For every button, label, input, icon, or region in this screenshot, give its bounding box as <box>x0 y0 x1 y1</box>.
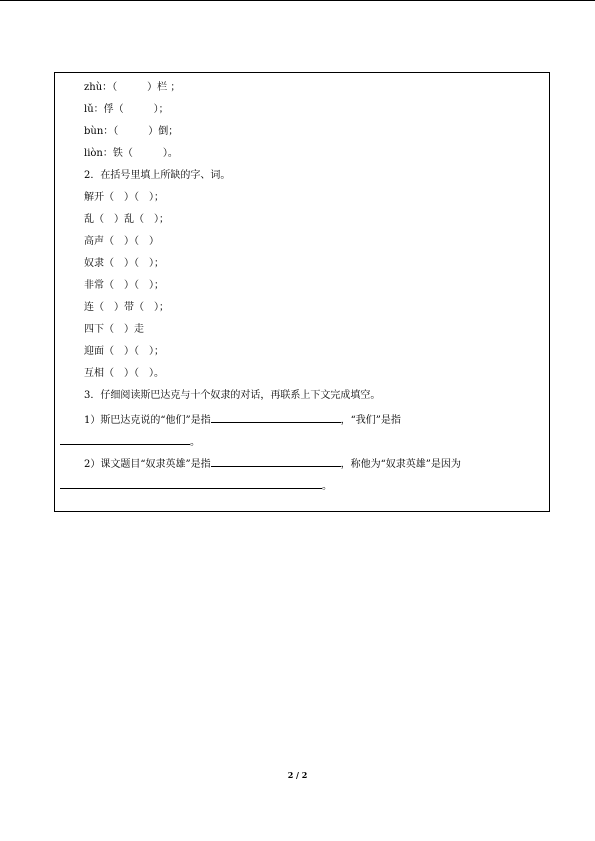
question-2-title: 2．在括号里填上所缺的字、词。 <box>84 170 231 181</box>
sub2-end: 。 <box>322 481 332 492</box>
sub1-prefix: 1）斯巴达克说的“他们”是指 <box>84 415 211 426</box>
answer-blank-them[interactable] <box>211 412 341 423</box>
top-rule <box>0 0 595 1</box>
answer-blank-us[interactable] <box>60 434 190 445</box>
pinyin-label: liòn： <box>84 148 113 159</box>
fill-item-8: 迎面（ ）（ ）； <box>84 346 164 357</box>
pinyin-text: （ ）栏 ； <box>112 82 181 93</box>
fill-item-2: 乱（ ）乱（ ）； <box>84 214 169 225</box>
fill-item-1: 解开（ ）（ ）； <box>84 192 164 203</box>
pinyin-label: zhù： <box>84 82 113 93</box>
question-3-sub2 <box>84 456 461 471</box>
fill-item-4: 奴隶（ ）（ ）； <box>84 258 164 269</box>
fill-item-9: 互相（ ）（ ）。 <box>84 368 164 379</box>
page-number: 2 / 2 <box>287 770 308 780</box>
question-3-sub1 <box>84 412 401 427</box>
pinyin-item-1 <box>84 82 180 94</box>
sub1-end: 。 <box>190 437 200 448</box>
pinyin-item-3 <box>84 126 178 138</box>
pinyin-text: 俘（ ）； <box>103 104 169 115</box>
fill-item-6: 连（ ）带（ ）； <box>84 302 169 313</box>
pinyin-item-2 <box>84 104 169 116</box>
pinyin-text: 铁（ ）。 <box>112 148 178 159</box>
pinyin-text: （ ）倒； <box>113 126 179 137</box>
answer-blank-hero[interactable] <box>211 456 341 467</box>
question-3-sub2-cont <box>60 478 332 493</box>
question-3-sub1-cont <box>60 434 200 449</box>
fill-item-3: 高声（ ）（ ） <box>84 236 159 247</box>
answer-blank-reason[interactable] <box>60 478 322 489</box>
fill-item-5: 非常（ ）（ ）； <box>84 280 164 291</box>
fill-item-7: 四下（ ）走 <box>84 324 144 335</box>
sub1-middle: ，“我们”是指 <box>340 415 401 426</box>
sub2-middle: ，称他为“奴隶英雄”是因为 <box>340 459 461 470</box>
pinyin-label: lǔ： <box>84 104 104 115</box>
question-3-title: 3．仔细阅读斯巴达克与十个奴隶的对话，再联系上下文完成填空。 <box>84 390 381 401</box>
pinyin-item-4 <box>84 148 178 160</box>
pinyin-label: bùn： <box>84 126 114 137</box>
sub2-prefix: 2）课文题目“奴隶英雄”是指 <box>84 459 211 470</box>
